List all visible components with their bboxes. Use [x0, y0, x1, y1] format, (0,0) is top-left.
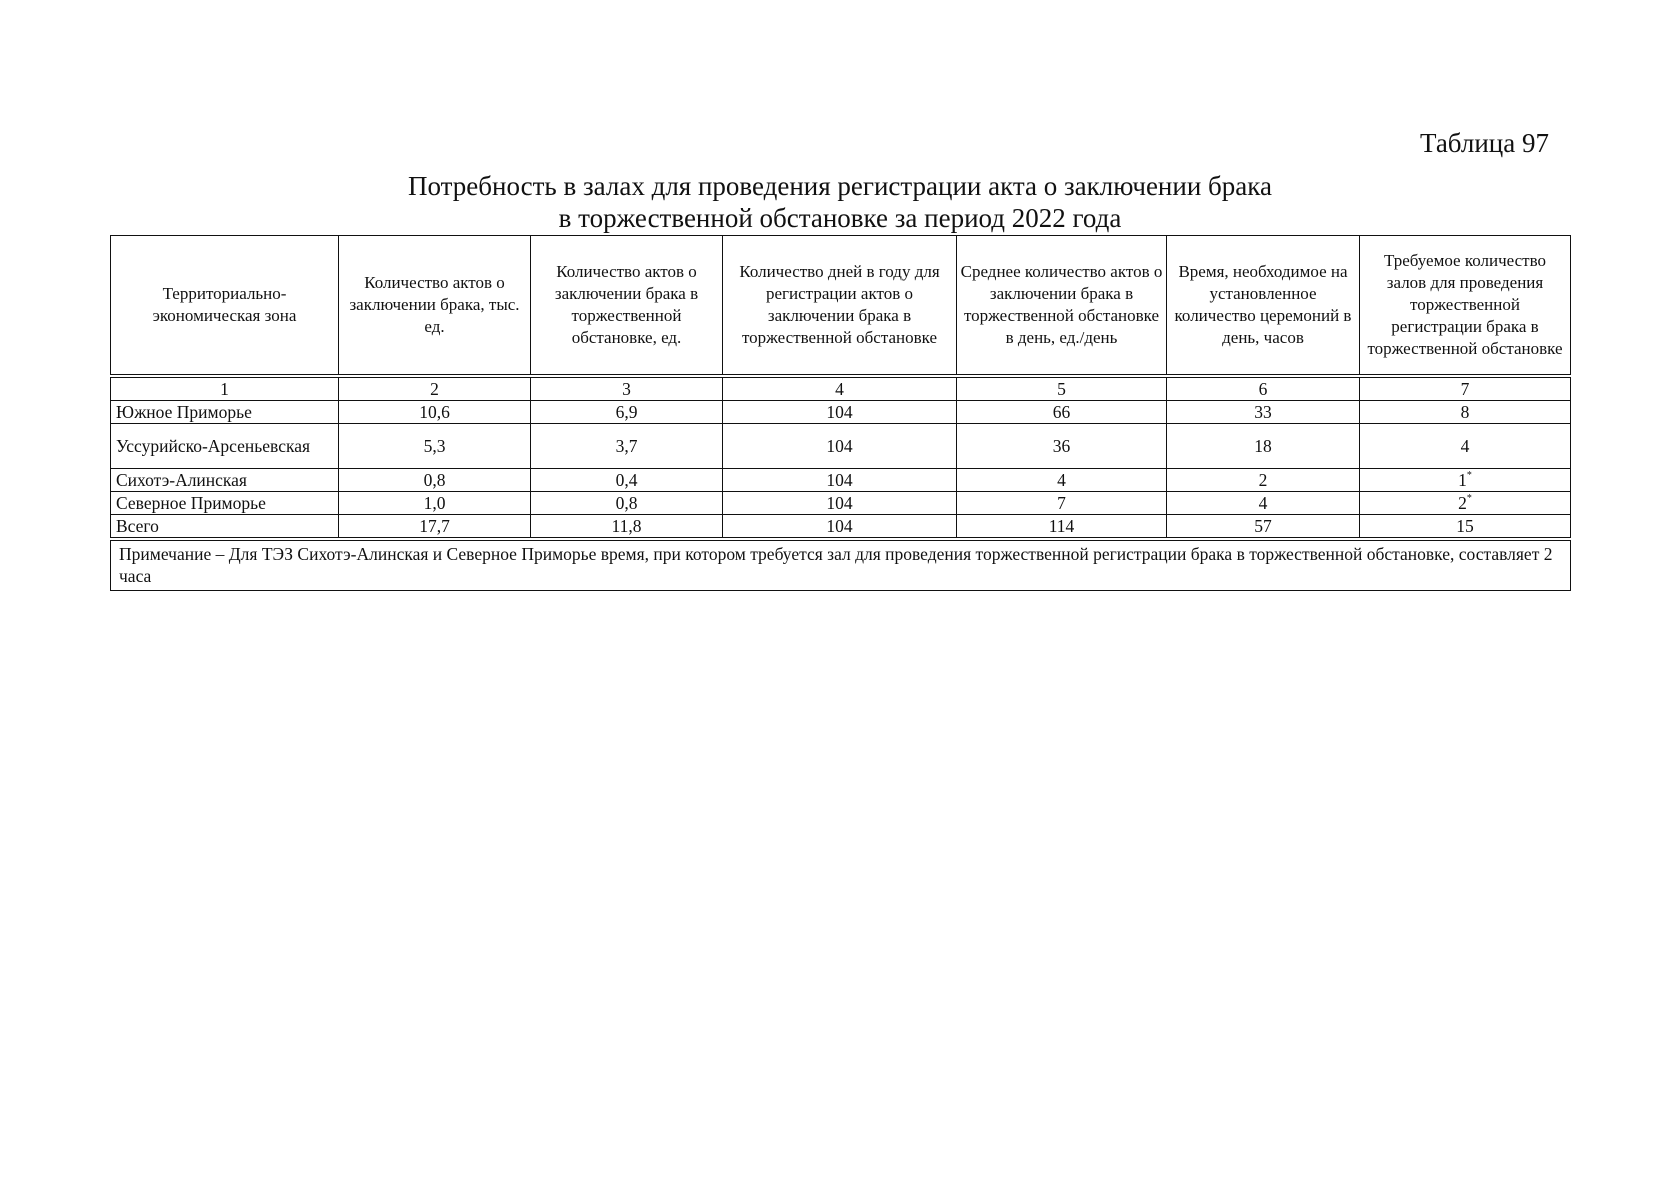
zone-cell: Южное Приморье: [111, 401, 339, 424]
column-header: Территориально-экономическая зона: [111, 236, 339, 377]
value-text: 2: [1458, 493, 1467, 513]
note-row: [111, 539, 1571, 591]
zone-cell: Сихотэ-Алинская: [111, 469, 339, 492]
column-header: Количество дней в году для регистрации актов о заключении брака в торжественной обстановке: [723, 236, 957, 377]
value-cell: 36: [957, 424, 1167, 469]
zone-cell: Уссурийско-Арсеньевская: [111, 424, 339, 469]
table-row: [111, 401, 1571, 424]
zone-cell: Всего: [111, 515, 339, 540]
value-cell: 2: [1167, 469, 1360, 492]
value-cell: 18: [1167, 424, 1360, 469]
table-number: Таблица 97: [1420, 128, 1549, 158]
value-text: 1: [1458, 470, 1467, 490]
value-cell: [1360, 469, 1571, 492]
value-cell: [1360, 492, 1571, 515]
column-number: 6: [1167, 376, 1360, 401]
column-number: 1: [111, 376, 339, 401]
data-table: [110, 235, 1571, 591]
table-title: [300, 170, 1380, 234]
value-cell: 0,4: [531, 469, 723, 492]
column-number: 2: [339, 376, 531, 401]
footnote-mark: *: [1466, 493, 1472, 504]
title-line-2: в торжественной обстановке за период 2022 года: [558, 203, 1122, 233]
title-line-1: Потребность в залах для проведения регистрации акта о заключении брака: [408, 171, 1272, 201]
value-cell: 104: [723, 424, 957, 469]
value-cell: 15: [1360, 515, 1571, 540]
column-header: Требуемое количество залов для проведения торжественной регистрации брака в торжественной обстановке: [1360, 236, 1571, 377]
value-cell: 7: [957, 492, 1167, 515]
footnote-mark: *: [1466, 470, 1472, 481]
zone-cell: Северное Приморье: [111, 492, 339, 515]
value-cell: 4: [957, 469, 1167, 492]
table-row: [111, 492, 1571, 515]
column-header: Количество актов о заключении брака, тыс. ед.: [339, 236, 531, 377]
table-row: [111, 469, 1571, 492]
column-header: Время, необходимое на установленное количество церемоний в день, часов: [1167, 236, 1360, 377]
column-number: 4: [723, 376, 957, 401]
value-cell: 114: [957, 515, 1167, 540]
value-cell: 57: [1167, 515, 1360, 540]
column-header: Количество актов о заключении брака в торжественной обстановке, ед.: [531, 236, 723, 377]
value-cell: 1,0: [339, 492, 531, 515]
value-cell: 6,9: [531, 401, 723, 424]
value-cell: 10,6: [339, 401, 531, 424]
value-cell: 33: [1167, 401, 1360, 424]
column-number: 3: [531, 376, 723, 401]
header-row: [111, 236, 1571, 377]
value-cell: 4: [1360, 424, 1571, 469]
value-cell: 104: [723, 401, 957, 424]
column-number: 7: [1360, 376, 1571, 401]
value-cell: 11,8: [531, 515, 723, 540]
value-cell: 104: [723, 469, 957, 492]
value-cell: 0,8: [339, 469, 531, 492]
value-cell: 5,3: [339, 424, 531, 469]
value-cell: 4: [1167, 492, 1360, 515]
value-cell: 8: [1360, 401, 1571, 424]
value-cell: 3,7: [531, 424, 723, 469]
note-text: Примечание – Для ТЭЗ Сихотэ-Алинская и Северное Приморье время, при котором требуется зал для проведения торжественной регистрации брака в торжественной обстановке, составляет 2 часа: [111, 539, 1571, 591]
column-header: Среднее количество актов о заключении брака в торжественной обстановке в день, ед./день: [957, 236, 1167, 377]
value-cell: 17,7: [339, 515, 531, 540]
table-row: [111, 424, 1571, 469]
column-number: 5: [957, 376, 1167, 401]
total-row: [111, 515, 1571, 540]
column-number-row: [111, 376, 1571, 401]
value-cell: 104: [723, 492, 957, 515]
value-cell: 66: [957, 401, 1167, 424]
value-cell: 0,8: [531, 492, 723, 515]
value-cell: 104: [723, 515, 957, 540]
